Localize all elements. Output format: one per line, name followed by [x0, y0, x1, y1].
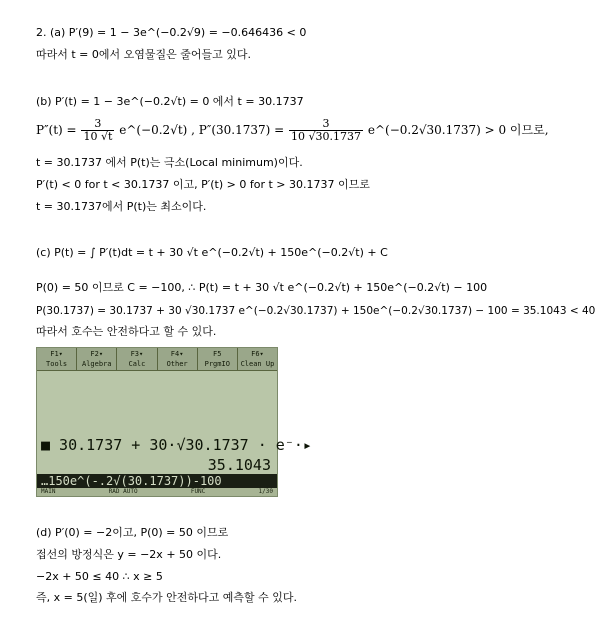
part-b-critical-point: (b) P′(t) = 1 − 3e^(−0.2√t) = 0 에서 t = 30.1737	[36, 95, 304, 108]
part-b-local-minimum: t = 30.1737 에서 P(t)는 극소(Local minimum)이다.	[36, 156, 303, 169]
second-derivative-tail: e^(−0.2√30.1737) > 0 이므로,	[367, 123, 549, 137]
menu-f3-key: F3▾	[130, 350, 144, 358]
fraction-2-numerator: 3	[322, 117, 330, 130]
menu-f4-label: Other	[166, 360, 188, 368]
fraction-1	[81, 118, 114, 143]
menu-f1-label: Tools	[46, 360, 68, 368]
part-a-conclusion: 따라서 t = 0에서 오염물질은 줄어들고 있다.	[36, 48, 252, 61]
fraction-2	[289, 118, 363, 143]
fraction-2-denominator: 10 √30.1737	[291, 130, 362, 143]
status-graph-mode: FUNC	[190, 488, 206, 495]
menu-f2-label: Algebra	[82, 360, 112, 368]
menu-f6-cleanup	[238, 348, 277, 370]
menu-f4-other	[158, 348, 198, 370]
menu-f5-prgmio	[198, 348, 238, 370]
part-b-second-derivative	[36, 118, 549, 143]
status-main: MAIN	[41, 488, 56, 495]
calculator-status-bar	[37, 488, 277, 496]
part-d-inequality: −2x + 50 ≤ 40 ∴ x ≥ 5	[36, 570, 163, 583]
part-d-tangent-line: 접선의 방정식은 y = −2x + 50 이다.	[36, 548, 222, 561]
menu-f5-label: PrgmIO	[204, 360, 230, 368]
part-d-values: (d) P′(0) = −2이고, P(0) = 50 이므로	[36, 526, 229, 539]
menu-f5-key: F5	[213, 350, 222, 358]
status-angle-mode: RAD AUTO	[108, 488, 138, 495]
calculator-screenshot	[36, 347, 312, 497]
part-b-conclusion: t = 30.1737에서 P(t)는 최소이다.	[36, 200, 207, 213]
calculator-entry-expression: ■ 30.1737 + 30·√30.1737 · e⁻·▸	[41, 436, 312, 454]
part-a-equation: 2. (a) P′(9) = 1 − 3e^(−0.2√9) = −0.646436 < 0	[36, 26, 307, 39]
calculator-result: 35.1043	[207, 456, 271, 474]
part-b-sign-analysis: P′(t) < 0 for t < 30.1737 이고, P′(t) > 0 for t > 30.1737 이므로	[36, 178, 370, 191]
menu-f4-key: F4▾	[170, 350, 184, 358]
calculator-edit-line: …150e^(-.2√(30.1737))-100	[37, 474, 277, 488]
second-derivative-label: P″(t) =	[36, 123, 77, 137]
part-c-integral: (c) P(t) = ∫ P′(t)dt = t + 30 √t e^(−0.2√t) + 150e^(−0.2√t) + C	[36, 246, 388, 259]
menu-f2-key: F2▾	[90, 350, 104, 358]
fraction-1-numerator: 3	[94, 117, 102, 130]
fraction-1-denominator: 10 √t	[83, 130, 113, 143]
menu-f2-algebra	[77, 348, 117, 370]
menu-f6-key: F6▾	[251, 350, 264, 358]
menu-f3-calc	[117, 348, 157, 370]
menu-f1-tools	[37, 348, 77, 370]
menu-f6-label: Clean Up	[240, 360, 275, 368]
part-c-conclusion: 따라서 호수는 안전하다고 할 수 있다.	[36, 325, 217, 338]
menu-f3-label: Calc	[128, 360, 146, 368]
part-c-evaluation: P(30.1737) = 30.1737 + 30 √30.1737 e^(−0.2√30.1737) + 150e^(−0.2√30.1737) − 100 = 35.1043 < 40	[36, 305, 596, 317]
second-derivative-middle: e^(−0.2√t) , P″(30.1737) =	[119, 123, 285, 137]
part-c-constant: P(0) = 50 이므로 C = −100, ∴ P(t) = t + 30 √t e^(−0.2√t) + 150e^(−0.2√t) − 100	[36, 281, 488, 294]
status-history: 1/30	[258, 488, 273, 495]
calculator-menu-bar	[37, 348, 277, 371]
part-d-conclusion: 즉, x = 5(일) 후에 호수가 안전하다고 예측할 수 있다.	[36, 591, 298, 604]
menu-f1-key: F1▾	[50, 350, 63, 358]
